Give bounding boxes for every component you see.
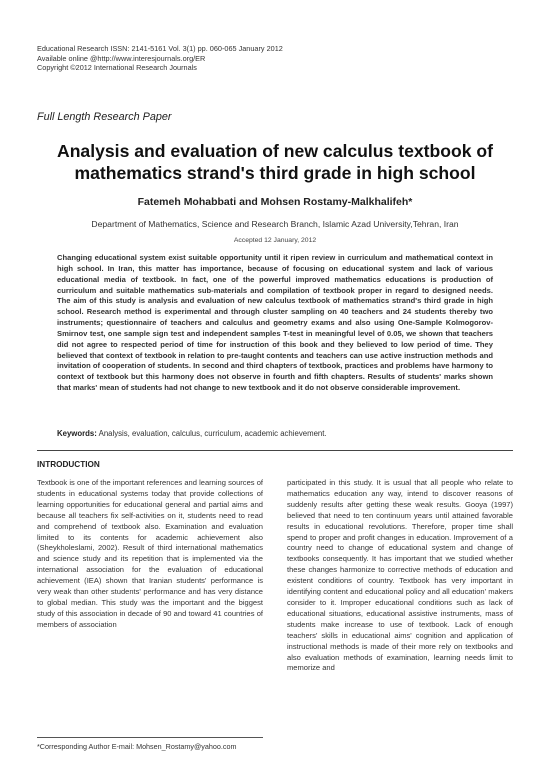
journal-url-line: Available online @http://www.interesjournals.org/ER: [37, 53, 206, 63]
body-left-column: Textbook is one of the important references and learning sources of students in educational systems today that provide collections of learning opportunities for educational general and partial aims and because all teachers fix self-activities on it, students need to read and comprehend of textbook also. Examination and evaluation limited to its contents for academic achievement also (Sheykholeslami, 2002). Result of third international mathematics and science study and its repetition that is implemented via the international association for the evaluation of educational achievement (IEA) shown that Iranian students' performance is very weak than other students' performance and has very distance to global median. This study was the important and the biggest study of this association in decade of 90 and toward 41 countries of members of association: [37, 478, 263, 629]
authors: Fatemeh Mohabbati and Mohsen Rostamy-Malkhalifeh*: [137, 196, 413, 208]
corresponding-author-footnote: *Corresponding Author E-mail: Mohsen_Rostamy@yahoo.com: [37, 742, 237, 751]
abstract: Changing educational system exist suitable opportunity until it ripen review in curriculum and mathematical context in high school. In Iran, this matter has importance, because of focusing on educational system and lack of various educational media of textbook. In fact, one of the powerful improved mathematics educations is production of curriculum and suitable mathematics sub-materials and compilation of textbook proper in regard to designed needs. The aim of this study is analysis and evaluation of new calculus textbook of mathematics strand's third grade in high school. Research method is experimental and through cluster sampling on 40 teachers and 24 students thereby two instruments; questionnaire of teachers and calculus and geometry exams and also using One-Sample Kolmogorov-Smirnov test, one sample sign test and independent samples T-test in meaningful level of 0.05, we shown that teachers did not agree to respected period of time for instruction of this book and they believed to low period of time. They believed that context of textbook in relation to pre-taught contents and teachers can use active instruction methods and invitation of cooperation of students. In second and third chapters of textbook, practices and problems have harmony to context of textbook but this harmony does not observe in fourth and fifth chapters. Results of students' marks shown that marks' mean of students had not change to new textbook and it do not observe considerable improvement.: [57, 253, 493, 393]
footnote-divider: [37, 737, 263, 738]
affiliation: Department of Mathematics, Science and Research Branch, Islamic Azad University,Tehran, Iran: [91, 219, 459, 229]
section-heading: INTRODUCTION: [37, 460, 100, 469]
body-right-column: participated in this study. It is usual that all people who relate to mathematics education any way, intend to discover reasons of suddenly results after getting these weak results. Gooya (1997) believed that need to ten continuum years until attained favorable results in educational revolutions. Therefore, proper time shall spend to proper and profit changes in education. Improvement of a country need to change of educational system and change of textbooks consequently. It has important that we studied whether these changes harmonize to corrective methods of education and existent conditions of country. Textbook has very important in identifying content and educational policy and all education' makers consider to it. Improper educational conditions such as lack of educational situations, educational assistive instruments, mass of students make increase to use of textbook. Lack of enough teachers' skills in educational aims' cognition and application of instructional methods is made of their more rely on textbooks and also evaluation methods of examination, learning needs limit to memorize and: [287, 478, 513, 673]
journal-header: [37, 44, 283, 73]
section-divider: [37, 450, 513, 451]
keywords-label: Keywords:: [57, 429, 97, 438]
paper-type: Full Length Research Paper: [37, 111, 172, 123]
journal-issn-line: Educational Research ISSN: 2141-5161 Vol. 3(1) pp. 060-065 January 2012: [37, 44, 283, 53]
keywords: [57, 429, 497, 438]
keywords-text: Analysis, evaluation, calculus, curriculum, academic achievement.: [98, 429, 327, 438]
copyright-line: Copyright ©2012 International Research Journals: [37, 63, 197, 73]
paper-title: Analysis and evaluation of new calculus textbook of mathematics strand's third grade in high school: [56, 141, 494, 183]
accepted-date: Accepted 12 January, 2012: [233, 237, 317, 244]
